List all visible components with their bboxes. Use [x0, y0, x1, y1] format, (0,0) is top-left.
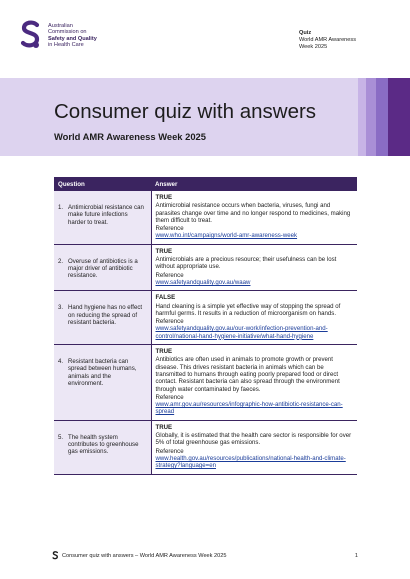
table-row: [54, 291, 357, 345]
question-text: Resistant bacteria can spread between humans, animals and the environment.: [68, 358, 137, 387]
answer-cell: [151, 345, 357, 421]
answer-text: Antimicrobial resistance occurs when bacteria, viruses, fungi and parasites change over time and no longer respond to medicines, making them difficult to treat.: [155, 202, 351, 224]
commission-logo-icon: [20, 20, 42, 50]
question-text: Overuse of antibiotics is a major driver of antibiotic resistance.: [68, 257, 138, 280]
question-number: 3.: [58, 304, 64, 312]
reference-label: Reference: [155, 318, 184, 326]
organisation-name: Australian Commission on Safety and Quality in Health Care: [48, 23, 97, 49]
reference-link[interactable]: www.health.gov.au/resources/publications/national-health-and-climate-strategy?language=en: [155, 454, 346, 470]
table-row: [54, 244, 357, 290]
column-header-question: Question: [54, 177, 151, 191]
question-text: Hand hygiene has no effect on reducing the spread of resistant bacteria.: [68, 304, 143, 326]
answer-cell: [151, 191, 357, 244]
answer-verdict: TRUE: [155, 423, 173, 431]
reference-label: Reference: [155, 447, 184, 455]
reference-label: Reference: [155, 225, 184, 233]
answer-verdict: TRUE: [155, 348, 173, 356]
table-row: [54, 420, 357, 474]
answer-verdict: FALSE: [155, 294, 176, 302]
question-text: Antimicrobial resistance can make future infections harder to treat.: [68, 204, 144, 226]
answer-text: Hand cleaning is a simple yet effective way of stopping the spread of harmful germs. It results in a reduction of microorganism on hands.: [155, 302, 341, 317]
quiz-table: [54, 177, 357, 475]
document-type-label: Quiz World AMR Awareness Week 2025: [299, 30, 356, 50]
reference-link[interactable]: www.safetyandquality.gov.au/waaw: [155, 278, 251, 286]
reference-link[interactable]: www.amr.gov.au/resources/infographic-how-antibiotic-resistance-can-spread: [155, 401, 343, 416]
table-row: [54, 191, 357, 244]
banner-stripe: [366, 78, 376, 156]
answer-verdict: TRUE: [155, 194, 173, 201]
question-text: The health system contributes to greenhouse gas emissions.: [68, 433, 139, 456]
answer-verdict: TRUE: [155, 247, 173, 255]
question-cell: [54, 291, 151, 345]
question-cell: [54, 345, 151, 421]
answer-cell: [151, 244, 357, 290]
answer-cell: [151, 291, 357, 345]
page-footer: [52, 551, 358, 561]
answer-text: Globally, it is estimated that the health care sector is responsible for over 5% of total greenhouse gas emissions.: [155, 432, 352, 447]
question-number: 2.: [58, 257, 64, 265]
page-number: 1: [354, 553, 358, 559]
reference-link[interactable]: www.safetyandquality.gov.au/our-work/infection-prevention-and-control/national-hand-hygiene-initiative/what-hand-hygiene: [155, 325, 328, 340]
banner-stripe: [358, 78, 366, 156]
banner-stripe: [376, 78, 388, 156]
commission-logo-icon: [52, 551, 59, 560]
table-row: [54, 345, 357, 421]
reference-label: Reference: [155, 393, 184, 401]
reference-label: Reference: [155, 271, 184, 279]
page-header: [0, 0, 410, 78]
footer-text: Consumer quiz with answers – World AMR Awareness Week 2025: [62, 553, 227, 559]
question-number: 5.: [58, 433, 64, 441]
question-number: 4.: [58, 358, 64, 366]
question-cell: [54, 244, 151, 290]
column-header-answer: Answer: [151, 177, 357, 191]
page-subtitle: World AMR Awareness Week 2025: [54, 131, 206, 142]
answer-text: Antibiotics are often used in animals to promote growth or prevent disease. This drives resistant bacteria in animals which can be transmitted to humans through eating poorly prepared food or direct contact. Resistant bacteria can also spread through the environment through water contaminated by faeces.: [155, 356, 340, 393]
question-cell: [54, 191, 151, 244]
banner-stripe: [388, 78, 410, 156]
question-cell: [54, 420, 151, 474]
answer-text: Antimicrobials are a precious resource; their usefulness can be lost without appropriate use.: [155, 256, 337, 271]
table-header-row: [54, 177, 357, 191]
question-number: 1.: [58, 204, 64, 211]
reference-link[interactable]: www.who.int/campaigns/world-amr-awareness-week: [155, 232, 298, 240]
page-title: Consumer quiz with answers: [54, 100, 317, 123]
answer-cell: [151, 420, 357, 474]
